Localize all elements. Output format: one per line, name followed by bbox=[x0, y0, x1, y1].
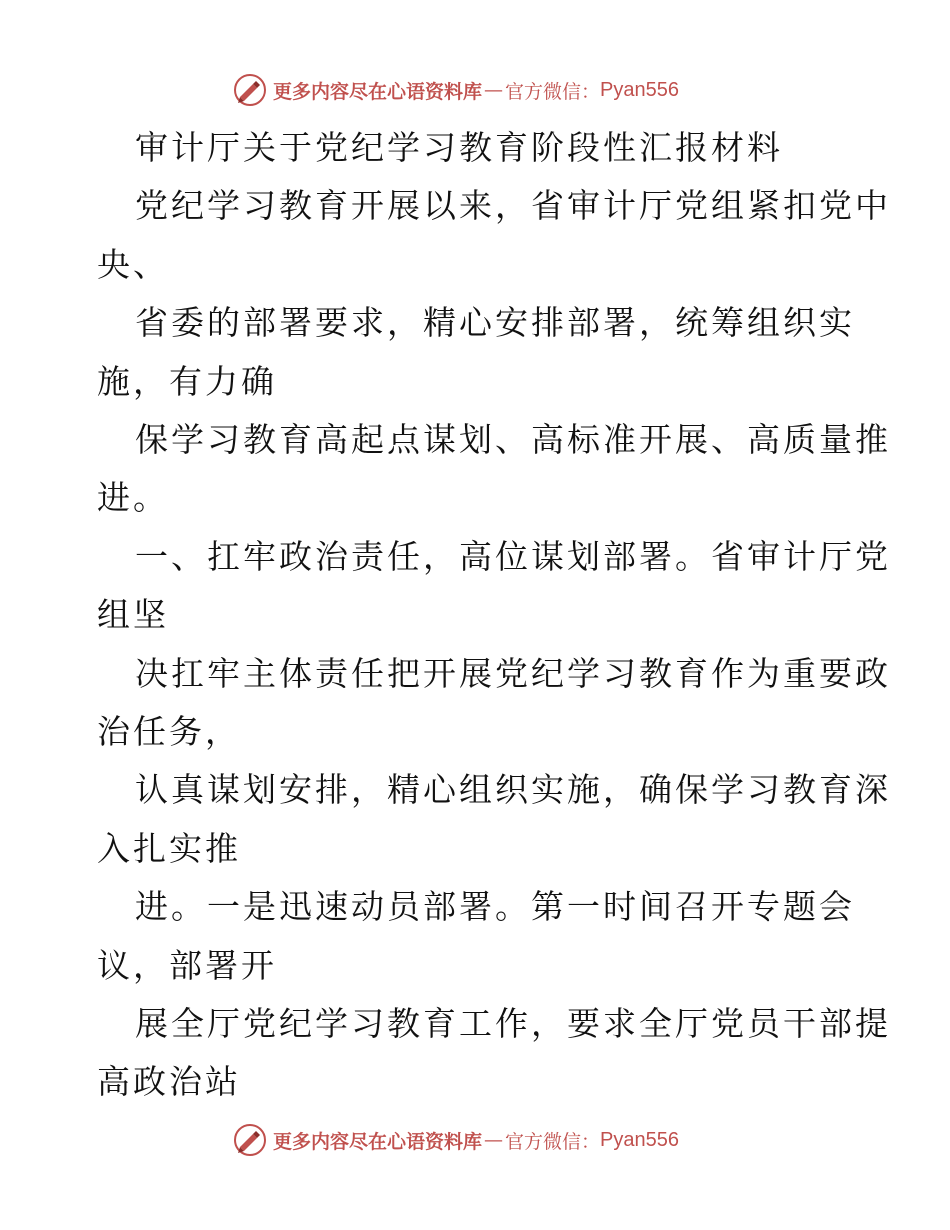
text-line: 党纪学习教育开展以来，省审计厅党组紧扣党中 bbox=[135, 186, 891, 225]
text-line: 施，有力确 bbox=[97, 362, 277, 401]
pen-logo-icon bbox=[233, 1123, 267, 1157]
watermark-wechat-id: Pyan556 bbox=[600, 78, 679, 101]
text-line: 认真谋划安排，精心组织实施，确保学习教育深 bbox=[135, 770, 891, 809]
pen-logo-icon bbox=[233, 73, 267, 107]
text-line: 治任务， bbox=[97, 712, 241, 751]
text-line: 高政治站 bbox=[97, 1062, 241, 1101]
watermark-separator: — bbox=[484, 79, 504, 101]
text-line: 议，部署开 bbox=[97, 946, 277, 985]
header-watermark bbox=[233, 70, 679, 110]
footer-watermark bbox=[233, 1120, 679, 1160]
watermark-site-text: 更多内容尽在心语资料库 bbox=[273, 1130, 483, 1153]
text-line: 进。一是迅速动员部署。第一时间召开专题会 bbox=[135, 887, 855, 926]
text-line: 决扛牢主体责任把开展党纪学习教育作为重要政 bbox=[135, 654, 891, 693]
text-line: 一、扛牢政治责任，高位谋划部署。省审计厅党 bbox=[135, 537, 891, 576]
text-line: 入扎实推 bbox=[97, 829, 241, 868]
text-line: 进。 bbox=[97, 478, 169, 517]
watermark-site-text: 更多内容尽在心语资料库 bbox=[273, 80, 483, 103]
text-line: 保学习教育高起点谋划、高标准开展、高质量推 bbox=[135, 420, 891, 459]
text-line: 展全厅党纪学习教育工作，要求全厅党员干部提 bbox=[135, 1004, 891, 1043]
watermark-separator: — bbox=[484, 1129, 504, 1151]
text-line: 组坚 bbox=[97, 595, 169, 634]
watermark-wechat-label: 官方微信： bbox=[505, 80, 601, 103]
watermark-wechat-id: Pyan556 bbox=[600, 1128, 679, 1151]
document-title: 审计厅关于党纪学习教育阶段性汇报材料 bbox=[135, 128, 783, 167]
watermark-wechat-label: 官方微信： bbox=[505, 1130, 601, 1153]
text-line: 省委的部署要求，精心安排部署，统筹组织实 bbox=[135, 303, 855, 342]
text-line: 央、 bbox=[97, 245, 169, 284]
